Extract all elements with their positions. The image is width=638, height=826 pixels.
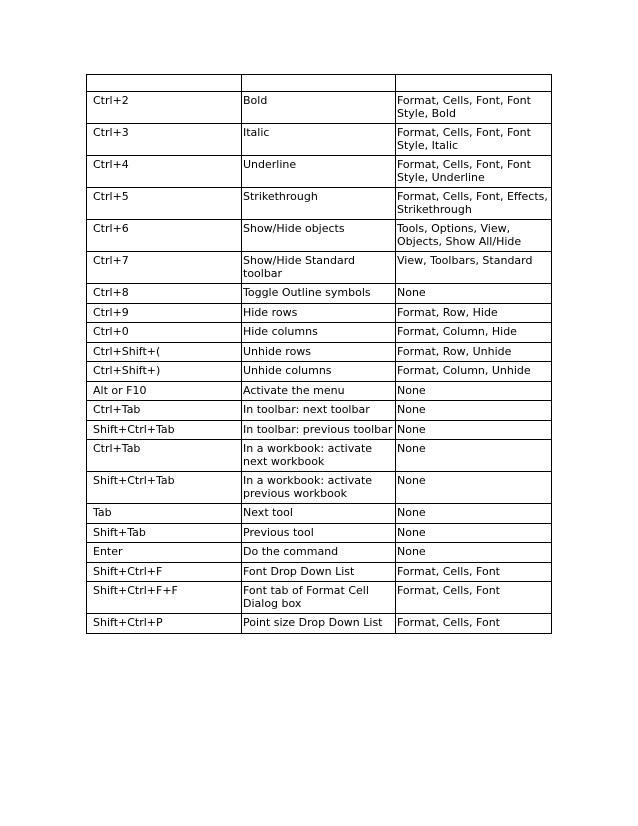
action-cell: Point size Drop Down List <box>242 614 396 634</box>
table-header-row <box>87 75 552 92</box>
action-cell: Toggle Outline symbols <box>242 284 396 304</box>
table-row <box>87 362 552 382</box>
menu-path-cell: Format, Cells, Font, Font Style, Bold <box>396 92 552 124</box>
action-cell: Do the command <box>242 543 396 563</box>
key-cell: Ctrl+2 <box>87 92 242 124</box>
key-cell: Shift+Ctrl+Tab <box>87 472 242 504</box>
menu-path-cell: Format, Cells, Font, Font Style, Italic <box>396 124 552 156</box>
table-row <box>87 504 552 524</box>
shortcut-table <box>86 74 552 634</box>
action-cell: Strikethrough <box>242 188 396 220</box>
menu-path-cell: None <box>396 543 552 563</box>
key-cell: Shift+Tab <box>87 523 242 543</box>
table-row <box>87 156 552 188</box>
menu-path-cell: View, Toolbars, Standard <box>396 252 552 284</box>
action-cell: Show/Hide Standard toolbar <box>242 252 396 284</box>
key-cell: Ctrl+5 <box>87 188 242 220</box>
menu-path-cell: None <box>396 504 552 524</box>
key-cell: Tab <box>87 504 242 524</box>
action-cell: Previous tool <box>242 523 396 543</box>
table-row <box>87 381 552 401</box>
key-cell: Ctrl+9 <box>87 303 242 323</box>
menu-path-cell: None <box>396 420 552 440</box>
table-row <box>87 342 552 362</box>
key-cell: Ctrl+8 <box>87 284 242 304</box>
menu-path-cell: Format, Cells, Font <box>396 562 552 582</box>
action-cell: Unhide columns <box>242 362 396 382</box>
action-cell: Hide rows <box>242 303 396 323</box>
key-cell: Shift+Ctrl+F+F <box>87 582 242 614</box>
table-row <box>87 284 552 304</box>
table-row <box>87 440 552 472</box>
key-cell: Ctrl+4 <box>87 156 242 188</box>
key-cell: Ctrl+6 <box>87 220 242 252</box>
table-row <box>87 92 552 124</box>
menu-path-cell: Tools, Options, View, Objects, Show All/Hide <box>396 220 552 252</box>
key-cell: Alt or F10 <box>87 381 242 401</box>
table-row <box>87 323 552 343</box>
menu-path-cell: None <box>396 440 552 472</box>
table-row <box>87 523 552 543</box>
table-row <box>87 582 552 614</box>
action-cell: Next tool <box>242 504 396 524</box>
header-cell-action <box>242 75 396 92</box>
table-row <box>87 401 552 421</box>
table-row <box>87 188 552 220</box>
key-cell: Ctrl+Shift+) <box>87 362 242 382</box>
action-cell: In a workbook: activate previous workbook <box>242 472 396 504</box>
action-cell: Italic <box>242 124 396 156</box>
action-cell: In toolbar: previous toolbar <box>242 420 396 440</box>
table-row <box>87 614 552 634</box>
key-cell: Ctrl+3 <box>87 124 242 156</box>
action-cell: Font tab of Format Cell Dialog box <box>242 582 396 614</box>
table-row <box>87 124 552 156</box>
table-row <box>87 220 552 252</box>
menu-path-cell: Format, Cells, Font <box>396 614 552 634</box>
header-cell-key <box>87 75 242 92</box>
key-cell: Enter <box>87 543 242 563</box>
key-cell: Shift+Ctrl+F <box>87 562 242 582</box>
table-row <box>87 472 552 504</box>
table-row <box>87 420 552 440</box>
menu-path-cell: None <box>396 472 552 504</box>
action-cell: In a workbook: activate next workbook <box>242 440 396 472</box>
key-cell: Shift+Ctrl+P <box>87 614 242 634</box>
menu-path-cell: Format, Cells, Font, Effects, Strikethrough <box>396 188 552 220</box>
menu-path-cell: Format, Column, Hide <box>396 323 552 343</box>
key-cell: Ctrl+7 <box>87 252 242 284</box>
action-cell: Underline <box>242 156 396 188</box>
menu-path-cell: Format, Row, Unhide <box>396 342 552 362</box>
menu-path-cell: Format, Row, Hide <box>396 303 552 323</box>
key-cell: Ctrl+Shift+( <box>87 342 242 362</box>
action-cell: In toolbar: next toolbar <box>242 401 396 421</box>
menu-path-cell: None <box>396 523 552 543</box>
menu-path-cell: Format, Cells, Font <box>396 582 552 614</box>
table-row <box>87 303 552 323</box>
table-row <box>87 562 552 582</box>
action-cell: Unhide rows <box>242 342 396 362</box>
action-cell: Activate the menu <box>242 381 396 401</box>
menu-path-cell: None <box>396 381 552 401</box>
key-cell: Ctrl+Tab <box>87 440 242 472</box>
action-cell: Font Drop Down List <box>242 562 396 582</box>
table-body <box>87 75 552 634</box>
menu-path-cell: None <box>396 284 552 304</box>
action-cell: Hide columns <box>242 323 396 343</box>
menu-path-cell: Format, Column, Unhide <box>396 362 552 382</box>
table-row <box>87 543 552 563</box>
action-cell: Bold <box>242 92 396 124</box>
table-row <box>87 252 552 284</box>
header-cell-menu <box>396 75 552 92</box>
menu-path-cell: Format, Cells, Font, Font Style, Underline <box>396 156 552 188</box>
action-cell: Show/Hide objects <box>242 220 396 252</box>
key-cell: Ctrl+0 <box>87 323 242 343</box>
key-cell: Ctrl+Tab <box>87 401 242 421</box>
key-cell: Shift+Ctrl+Tab <box>87 420 242 440</box>
menu-path-cell: None <box>396 401 552 421</box>
